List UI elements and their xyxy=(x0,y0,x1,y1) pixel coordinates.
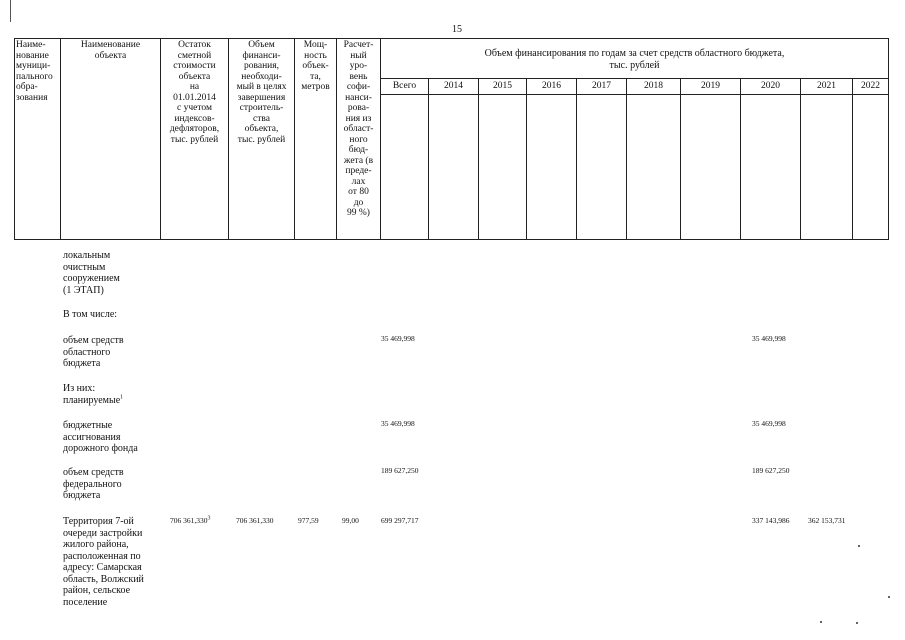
row-object-continuation: локальным очистным сооружением (1 ЭТАП) xyxy=(63,250,120,296)
page-edge-line xyxy=(10,0,11,22)
row-planned-label: Из них: планируемые$^1$ xyxy=(63,383,124,406)
header-year-2016: 2016 xyxy=(527,79,577,95)
header-year-total: Всего xyxy=(381,79,429,95)
row-road-fund-2020: 35 469,998 xyxy=(752,419,786,428)
header-year-2018: 2018 xyxy=(627,79,681,95)
financing-table-header xyxy=(14,38,889,240)
row-regional-budget-2020: 35 469,998 xyxy=(752,334,786,343)
header-cofinancing-level: Расчет- ный уро- вень софи- нанси- рова- ния из област- ного бюд- жета (в преде- лах от 80 до 99 %) xyxy=(337,39,381,240)
row-territory-2020: 337 143,986 xyxy=(752,516,790,525)
row-federal-budget-label: объем средств федерального бюджета xyxy=(63,467,124,501)
header-year-2019: 2019 xyxy=(681,79,741,95)
row-including-label: В том числе: xyxy=(63,309,118,320)
header-year-2015: 2015 xyxy=(479,79,527,95)
row-federal-budget-total: 189 627,250 xyxy=(381,466,419,475)
row-territory-total: 699 297,717 xyxy=(381,516,419,525)
scan-speck xyxy=(858,545,860,547)
footnote-mark: 1 xyxy=(120,394,124,401)
header-municipality: Наиме- нование муници- пального обра- зования xyxy=(15,39,61,240)
header-funding-by-years: Объем финансирования по годам за счет средств областного бюджета, тыс. рублей xyxy=(381,39,889,79)
row-federal-budget-2020: 189 627,250 xyxy=(752,466,790,475)
row-regional-budget-label: объем средств областного бюджета xyxy=(63,335,124,369)
row-territory-capacity: 977,59 xyxy=(298,516,319,525)
header-year-2020: 2020 xyxy=(741,79,801,95)
row-territory-label: Территория 7-ой очереди застройки жилого района, расположенная по адресу: Самарская область, Волжский район, сельское поселение xyxy=(63,516,144,608)
header-year-2017: 2017 xyxy=(577,79,627,95)
row-territory-level: 99,00 xyxy=(342,516,359,525)
header-year-2022: 2022 xyxy=(853,79,889,95)
page-number: 15 xyxy=(452,24,462,35)
scan-speck xyxy=(820,621,822,623)
scan-speck xyxy=(888,596,890,598)
scan-speck xyxy=(856,622,858,624)
row-regional-budget-total: 35 469,998 xyxy=(381,334,415,343)
header-year-2014: 2014 xyxy=(429,79,479,95)
header-required-funding: Объем финанси- рования, необходи- мый в целях завершения строитель- ства объекта, тыс. рублей xyxy=(229,39,295,240)
row-road-fund-label: бюджетные ассигнования дорожного фонда xyxy=(63,420,138,454)
header-remaining-cost: Остаток сметной стоимости объекта на 01.01.2014 с учетом индексов- дефляторов, тыс. рублей xyxy=(161,39,229,240)
header-year-2021: 2021 xyxy=(801,79,853,95)
row-territory-2021: 362 153,731 xyxy=(808,516,846,525)
header-capacity: Мощ- ность объек- та, метров xyxy=(295,39,337,240)
row-road-fund-total: 35 469,998 xyxy=(381,419,415,428)
row-territory-required-funding: 706 361,330 xyxy=(236,516,274,525)
row-territory-remaining-cost: 706 361,330$^3$ xyxy=(170,515,211,525)
header-object-name: Наименование объекта xyxy=(61,39,161,240)
